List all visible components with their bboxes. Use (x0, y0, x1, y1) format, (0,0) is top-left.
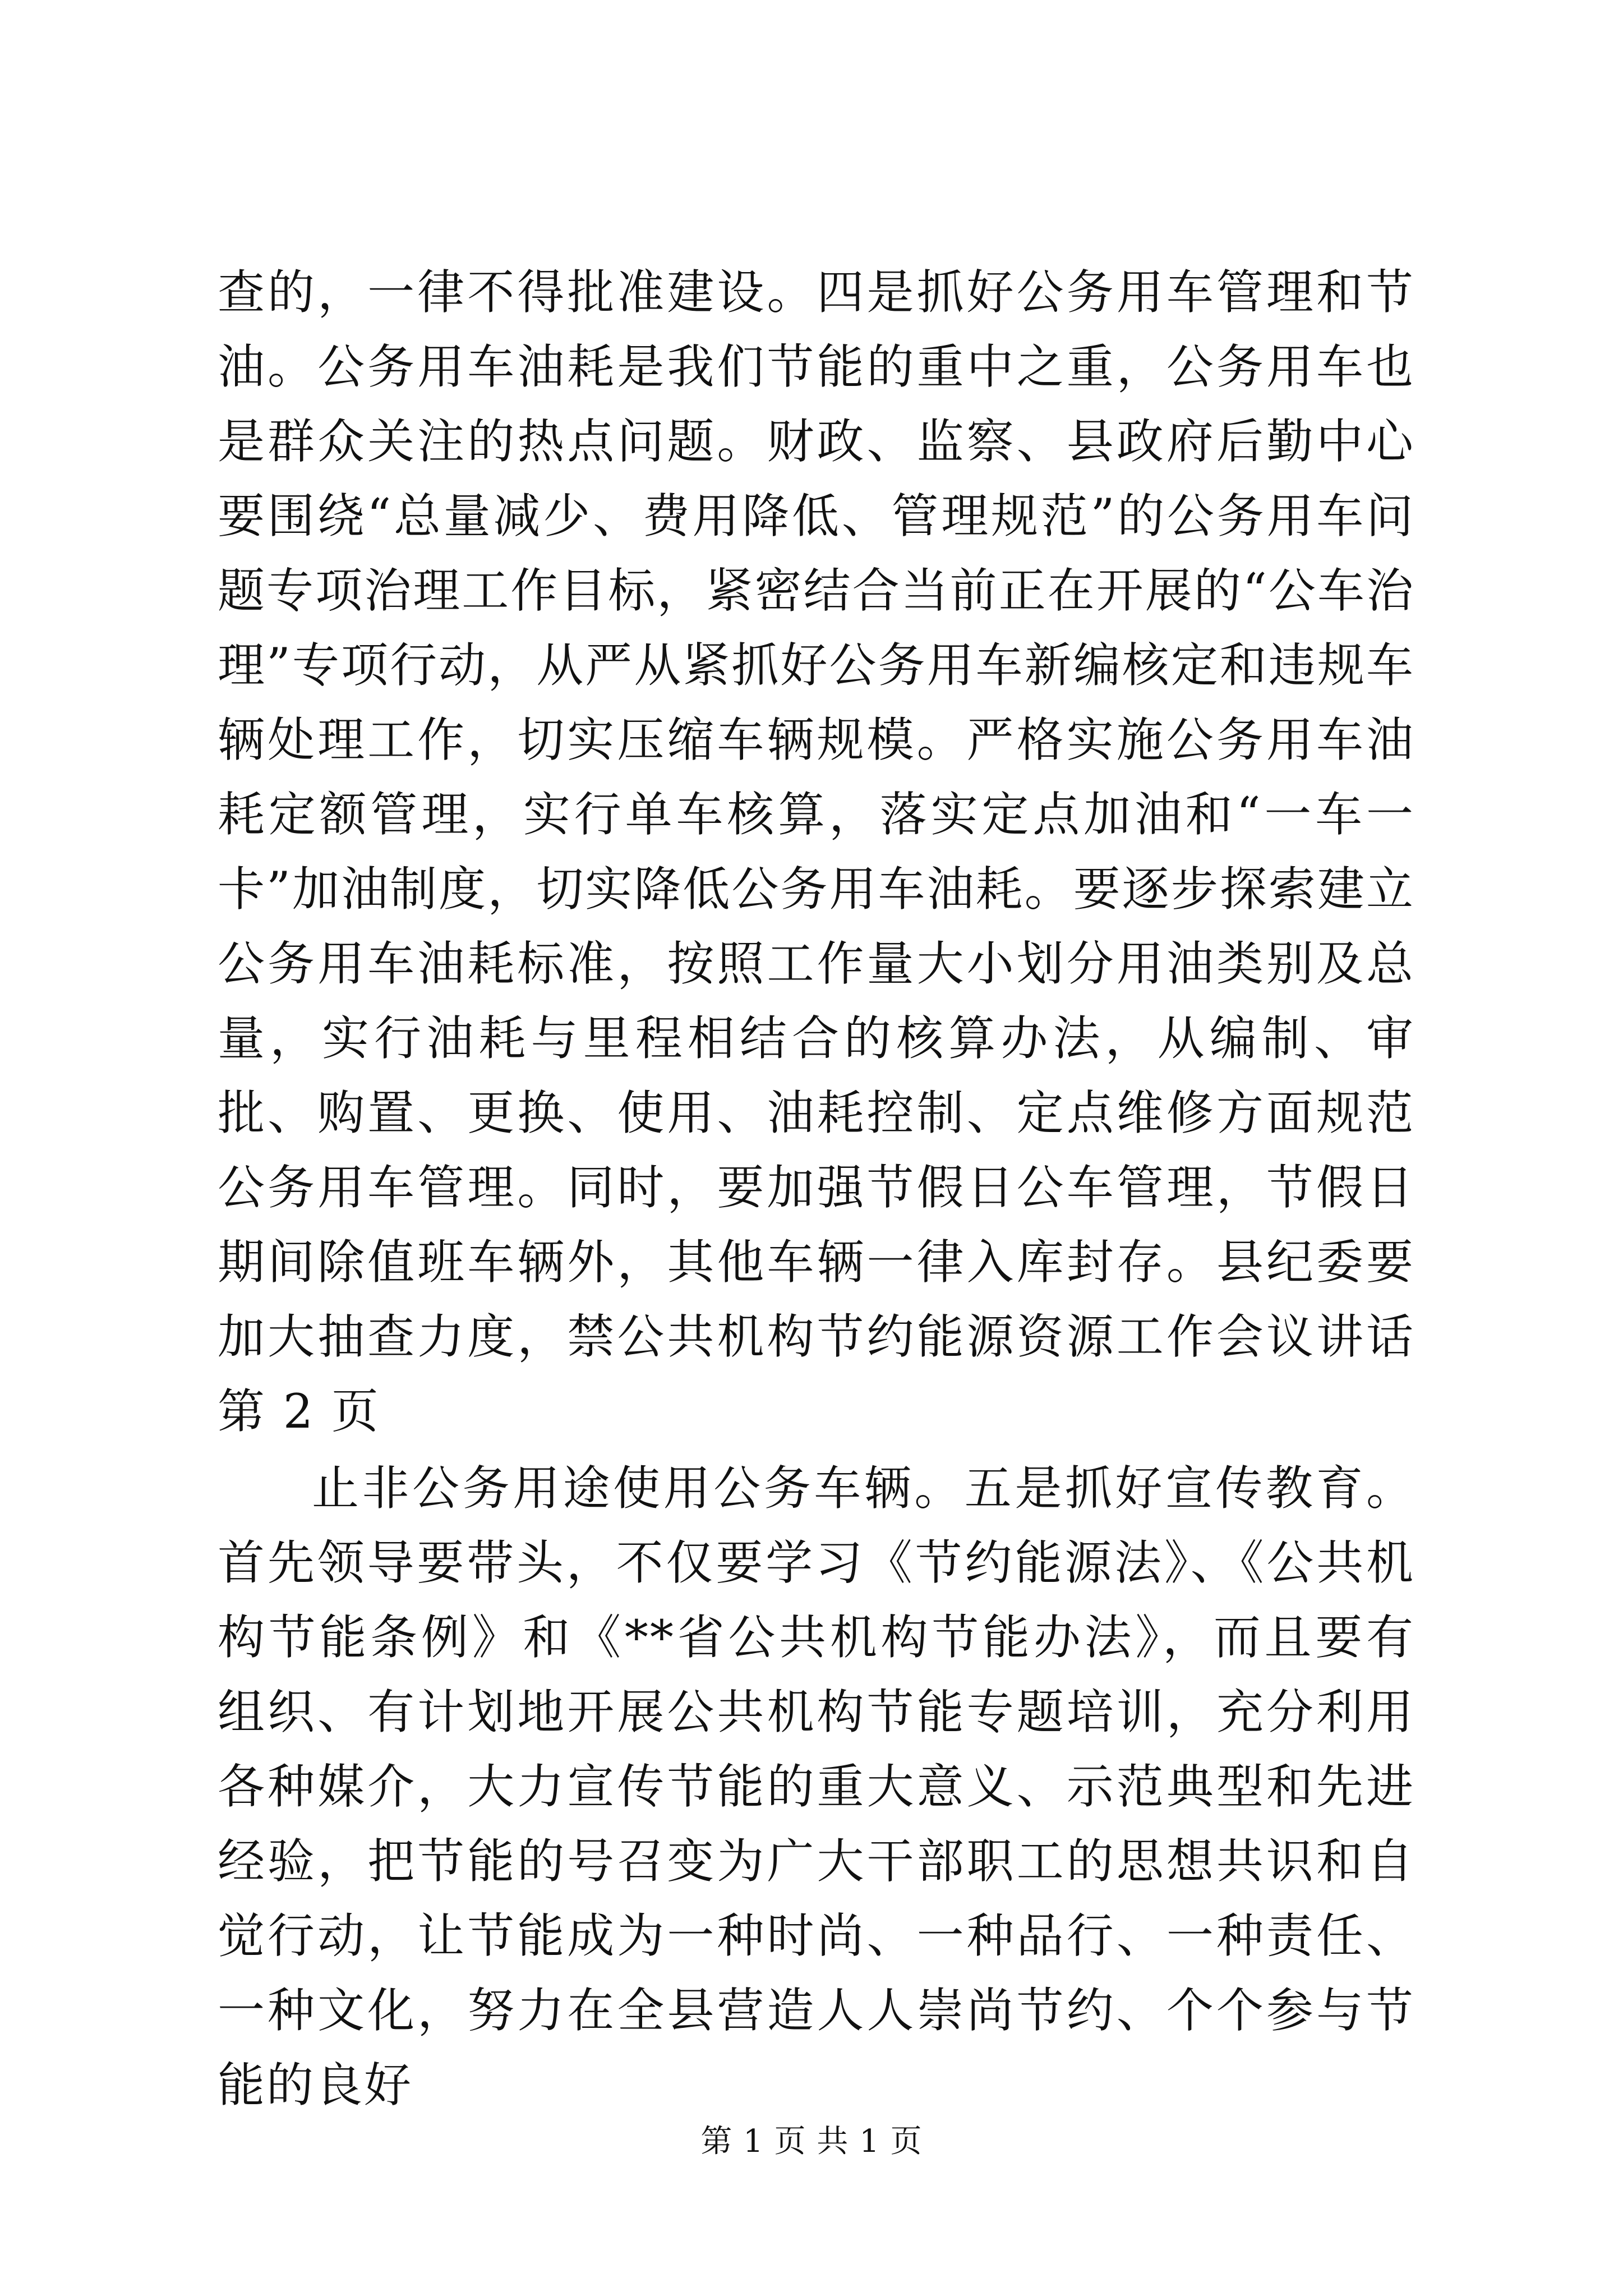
paragraph-2: 止非公务用途使用公务车辆。五是抓好宣传教育。首先领导要带头，不仅要学习《节约能源法》、《公共机构节能条例》和《**省公共机构节能办法》，而且要有组织、有计划地开展公共机构节能专题培训，充分利用各种媒介，大力宣传节能的重大意义、示范典型和先进经验，把节能的号召变为广大干部职工的思想共识和自觉行动，让节能成为一种时尚、一种品行、一种责任、一种文化，努力在全县营造人人崇尚节约、个个参与节能的良好 (218, 1461, 1415, 2113)
document-body (218, 255, 1415, 2123)
paragraph-1: 查的，一律不得批准建设。四是抓好公务用车管理和节油。公务用车油耗是我们节能的重中之重，公务用车也是群众关注的热点问题。财政、监察、县政府后勤中心要围绕“总量减少、费用降低、管理规范”的公务用车问题专项治理工作目标，紧密结合当前正在开展的“公车治理”专项行动，从严从紧抓好公务用车新编核定和违规车辆处理工作，切实压缩车辆规模。严格实施公务用车油耗定额管理，实行单车核算，落实定点加油和“一车一卡”加油制度，切实降低公务用车油耗。要逐步探索建立公务用车油耗标准，按照工作量大小划分用油类别及总量，实行油耗与里程相结合的核算办法，从编制、审批、购置、更换、使用、油耗控制、定点维修方面规范公务用车管理。同时，要加强节假日公车管理，节假日期间除值班车辆外，其他车辆一律入库封存。县纪委要加大抽查力度，禁公共机构节约能源资源工作会议讲话第 2 页 (218, 265, 1415, 1439)
page-footer: 第 1 页 共 1 页 (700, 2123, 923, 2160)
